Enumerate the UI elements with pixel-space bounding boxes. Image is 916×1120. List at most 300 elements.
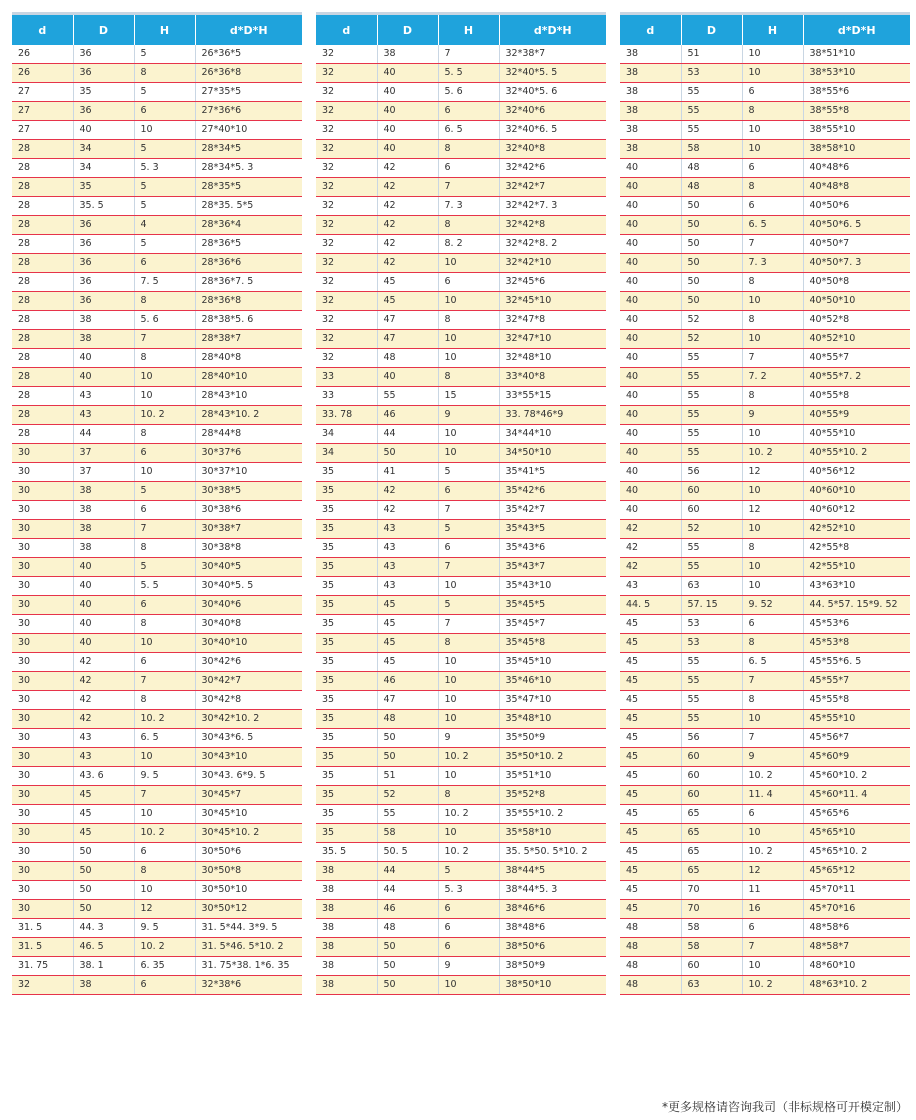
cell-dDH: 33. 78*46*9	[499, 406, 606, 425]
cell-H: 7	[742, 349, 803, 368]
table-row	[620, 691, 910, 710]
cell-d: 27	[12, 102, 73, 121]
cell-H: 6	[742, 805, 803, 824]
cell-dDH: 34*50*10	[499, 444, 606, 463]
cell-d: 26	[12, 64, 73, 83]
cell-H: 10	[438, 767, 499, 786]
cell-dDH: 40*50*8	[803, 273, 910, 292]
cell-D: 50	[681, 254, 742, 273]
cell-dDH: 38*58*10	[803, 140, 910, 159]
cell-H: 6	[742, 197, 803, 216]
cell-d: 30	[12, 900, 73, 919]
cell-d: 38	[316, 900, 377, 919]
cell-H: 5	[438, 520, 499, 539]
table-row	[620, 140, 910, 159]
table-row	[316, 254, 606, 273]
cell-dDH: 40*60*12	[803, 501, 910, 520]
cell-H: 7. 2	[742, 368, 803, 387]
table-row	[316, 634, 606, 653]
cell-d: 31. 75	[12, 957, 73, 976]
table-row	[620, 786, 910, 805]
cell-dDH: 34*44*10	[499, 425, 606, 444]
cell-D: 51	[681, 45, 742, 64]
cell-d: 35	[316, 596, 377, 615]
cell-d: 32	[316, 273, 377, 292]
cell-D: 63	[681, 577, 742, 596]
cell-dDH: 42*52*10	[803, 520, 910, 539]
cell-dDH: 38*55*10	[803, 121, 910, 140]
cell-D: 57. 15	[681, 596, 742, 615]
cell-dDH: 30*45*10	[195, 805, 302, 824]
table-row	[620, 444, 910, 463]
cell-H: 12	[742, 862, 803, 881]
table-row	[620, 843, 910, 862]
cell-H: 12	[742, 501, 803, 520]
table-row	[316, 976, 606, 995]
cell-d: 28	[12, 311, 73, 330]
cell-d: 26	[12, 45, 73, 64]
cell-d: 48	[620, 976, 681, 995]
cell-D: 38	[73, 520, 134, 539]
cell-H: 9	[438, 406, 499, 425]
cell-D: 35	[73, 83, 134, 102]
table-row	[620, 83, 910, 102]
table-row	[620, 824, 910, 843]
table-row	[620, 102, 910, 121]
table-row	[12, 273, 302, 292]
cell-d: 32	[316, 235, 377, 254]
table-row	[12, 900, 302, 919]
cell-dDH: 32*47*10	[499, 330, 606, 349]
cell-H: 5. 6	[134, 311, 195, 330]
cell-d: 40	[620, 368, 681, 387]
cell-d: 45	[620, 729, 681, 748]
table-row	[12, 805, 302, 824]
table-row	[620, 748, 910, 767]
table-row	[316, 577, 606, 596]
cell-H: 10	[134, 634, 195, 653]
table-row	[12, 235, 302, 254]
table-row	[316, 786, 606, 805]
cell-dDH: 40*55*7. 2	[803, 368, 910, 387]
cell-d: 32	[316, 197, 377, 216]
cell-D: 52	[377, 786, 438, 805]
table-row	[316, 520, 606, 539]
cell-dDH: 26*36*8	[195, 64, 302, 83]
cell-dDH: 35*45*10	[499, 653, 606, 672]
cell-dDH: 28*36*6	[195, 254, 302, 273]
cell-D: 42	[377, 197, 438, 216]
cell-D: 42	[73, 691, 134, 710]
cell-d: 38	[620, 64, 681, 83]
cell-d: 34	[316, 444, 377, 463]
cell-d: 28	[12, 387, 73, 406]
cell-d: 45	[620, 805, 681, 824]
cell-d: 28	[12, 140, 73, 159]
cell-dDH: 38*44*5. 3	[499, 881, 606, 900]
cell-d: 40	[620, 254, 681, 273]
cell-D: 42	[377, 254, 438, 273]
table-row	[620, 311, 910, 330]
table-row	[620, 767, 910, 786]
cell-H: 10	[438, 292, 499, 311]
cell-D: 44	[73, 425, 134, 444]
cell-D: 43	[377, 577, 438, 596]
cell-D: 55	[681, 406, 742, 425]
cell-H: 10	[742, 330, 803, 349]
cell-D: 40	[73, 349, 134, 368]
cell-d: 32	[316, 311, 377, 330]
cell-D: 45	[377, 596, 438, 615]
table-row	[316, 292, 606, 311]
table-row	[620, 596, 910, 615]
table-row	[12, 311, 302, 330]
cell-d: 48	[620, 919, 681, 938]
cell-D: 58	[377, 824, 438, 843]
cell-H: 5	[134, 178, 195, 197]
table-row	[12, 444, 302, 463]
cell-D: 50	[681, 216, 742, 235]
table-row	[620, 653, 910, 672]
cell-dDH: 32*38*6	[195, 976, 302, 995]
cell-D: 42	[377, 501, 438, 520]
cell-d: 32	[316, 216, 377, 235]
cell-dDH: 40*60*10	[803, 482, 910, 501]
cell-H: 12	[742, 463, 803, 482]
cell-H: 15	[438, 387, 499, 406]
cell-dDH: 45*55*7	[803, 672, 910, 691]
cell-D: 55	[681, 83, 742, 102]
cell-H: 9. 52	[742, 596, 803, 615]
table-row	[620, 539, 910, 558]
cell-H: 8	[742, 691, 803, 710]
cell-dDH: 40*56*12	[803, 463, 910, 482]
cell-d: 28	[12, 235, 73, 254]
cell-dDH: 28*38*7	[195, 330, 302, 349]
cell-dDH: 45*60*9	[803, 748, 910, 767]
cell-D: 65	[681, 824, 742, 843]
cell-d: 35	[316, 634, 377, 653]
cell-d: 28	[12, 330, 73, 349]
cell-dDH: 32*45*10	[499, 292, 606, 311]
cell-D: 45	[73, 786, 134, 805]
cell-H: 12	[134, 900, 195, 919]
cell-H: 10	[438, 653, 499, 672]
table-row	[316, 900, 606, 919]
cell-dDH: 26*36*5	[195, 45, 302, 64]
table-row	[12, 710, 302, 729]
cell-d: 28	[12, 425, 73, 444]
cell-dDH: 28*35*5	[195, 178, 302, 197]
cell-d: 35	[316, 501, 377, 520]
cell-D: 65	[681, 862, 742, 881]
cell-dDH: 40*50*7. 3	[803, 254, 910, 273]
cell-H: 10. 2	[742, 767, 803, 786]
column-header-H: H	[742, 15, 803, 45]
cell-dDH: 30*50*6	[195, 843, 302, 862]
table-row	[12, 425, 302, 444]
cell-d: 40	[620, 216, 681, 235]
cell-d: 30	[12, 615, 73, 634]
cell-dDH: 40*52*10	[803, 330, 910, 349]
cell-H: 5. 5	[438, 64, 499, 83]
cell-D: 58	[681, 919, 742, 938]
table-row	[316, 140, 606, 159]
cell-H: 6	[438, 102, 499, 121]
table-row	[12, 919, 302, 938]
table-row	[12, 501, 302, 520]
cell-dDH: 38*48*6	[499, 919, 606, 938]
cell-H: 10	[134, 387, 195, 406]
table-row	[12, 178, 302, 197]
table-row	[316, 957, 606, 976]
cell-d: 44. 5	[620, 596, 681, 615]
cell-dDH: 30*43. 6*9. 5	[195, 767, 302, 786]
cell-dDH: 35*42*6	[499, 482, 606, 501]
cell-dDH: 45*65*10	[803, 824, 910, 843]
cell-dDH: 30*38*5	[195, 482, 302, 501]
table-row	[316, 482, 606, 501]
cell-d: 40	[620, 311, 681, 330]
table-row	[12, 216, 302, 235]
cell-d: 28	[12, 368, 73, 387]
cell-d: 33	[316, 387, 377, 406]
cell-H: 7	[742, 729, 803, 748]
cell-dDH: 30*50*12	[195, 900, 302, 919]
cell-H: 5. 5	[134, 577, 195, 596]
cell-H: 10	[438, 691, 499, 710]
cell-dDH: 35*41*5	[499, 463, 606, 482]
cell-D: 46	[377, 406, 438, 425]
column-header-D: D	[377, 15, 438, 45]
cell-H: 11. 4	[742, 786, 803, 805]
cell-D: 37	[73, 444, 134, 463]
column-header-dDH: d*D*H	[195, 15, 302, 45]
cell-D: 50	[377, 444, 438, 463]
column-header-D: D	[681, 15, 742, 45]
cell-D: 55	[681, 425, 742, 444]
cell-H: 6	[134, 653, 195, 672]
cell-D: 45	[377, 273, 438, 292]
table-row	[620, 976, 910, 995]
column-header-dDH: d*D*H	[803, 15, 910, 45]
cell-dDH: 30*50*8	[195, 862, 302, 881]
table-row	[12, 330, 302, 349]
cell-D: 37	[73, 463, 134, 482]
table-row	[12, 387, 302, 406]
cell-H: 6	[134, 596, 195, 615]
cell-H: 7	[438, 615, 499, 634]
cell-H: 7	[438, 178, 499, 197]
cell-D: 55	[681, 121, 742, 140]
cell-d: 32	[316, 140, 377, 159]
cell-H: 10	[742, 64, 803, 83]
cell-dDH: 27*36*6	[195, 102, 302, 121]
cell-d: 45	[620, 653, 681, 672]
cell-D: 60	[681, 482, 742, 501]
cell-D: 40	[377, 121, 438, 140]
table-row	[620, 862, 910, 881]
cell-H: 10	[742, 957, 803, 976]
cell-H: 6. 5	[134, 729, 195, 748]
cell-D: 60	[681, 957, 742, 976]
table-row	[316, 919, 606, 938]
cell-H: 10	[134, 121, 195, 140]
cell-D: 55	[681, 653, 742, 672]
table-row	[12, 824, 302, 843]
cell-d: 35	[316, 653, 377, 672]
cell-d: 33	[316, 368, 377, 387]
table-row	[316, 45, 606, 64]
cell-H: 10. 2	[134, 406, 195, 425]
cell-D: 36	[73, 273, 134, 292]
cell-D: 55	[681, 444, 742, 463]
cell-D: 38	[73, 976, 134, 995]
table-row	[12, 254, 302, 273]
cell-d: 28	[12, 159, 73, 178]
cell-d: 35. 5	[316, 843, 377, 862]
cell-d: 40	[620, 197, 681, 216]
table-row	[12, 615, 302, 634]
cell-D: 65	[681, 805, 742, 824]
cell-dDH: 28*36*8	[195, 292, 302, 311]
cell-d: 35	[316, 482, 377, 501]
cell-dDH: 35*55*10. 2	[499, 805, 606, 824]
table-row	[316, 862, 606, 881]
cell-dDH: 35*42*7	[499, 501, 606, 520]
cell-D: 60	[681, 748, 742, 767]
cell-D: 50	[681, 273, 742, 292]
cell-dDH: 48*63*10. 2	[803, 976, 910, 995]
cell-d: 45	[620, 862, 681, 881]
cell-D: 43	[73, 729, 134, 748]
cell-D: 42	[377, 482, 438, 501]
cell-H: 7	[134, 672, 195, 691]
cell-H: 6	[438, 919, 499, 938]
cell-dDH: 42*55*8	[803, 539, 910, 558]
cell-H: 6	[742, 919, 803, 938]
cell-dDH: 28*34*5	[195, 140, 302, 159]
table-row	[12, 140, 302, 159]
table-row	[620, 349, 910, 368]
cell-H: 8	[742, 634, 803, 653]
cell-d: 35	[316, 691, 377, 710]
cell-dDH: 48*58*7	[803, 938, 910, 957]
cell-H: 10. 2	[742, 843, 803, 862]
cell-D: 38	[73, 311, 134, 330]
table-row	[316, 368, 606, 387]
cell-H: 5	[134, 558, 195, 577]
cell-D: 43	[377, 558, 438, 577]
table-row	[316, 311, 606, 330]
cell-dDH: 40*50*10	[803, 292, 910, 311]
cell-D: 42	[377, 216, 438, 235]
cell-dDH: 30*42*10. 2	[195, 710, 302, 729]
table-row	[316, 444, 606, 463]
cell-H: 8	[134, 292, 195, 311]
cell-d: 31. 5	[12, 938, 73, 957]
cell-dDH: 28*38*5. 6	[195, 311, 302, 330]
cell-H: 6. 5	[742, 653, 803, 672]
table-row	[620, 482, 910, 501]
table-row	[620, 387, 910, 406]
table-row	[12, 159, 302, 178]
table-row	[620, 520, 910, 539]
cell-D: 47	[377, 311, 438, 330]
cell-D: 50	[377, 748, 438, 767]
cell-H: 10. 2	[134, 938, 195, 957]
cell-H: 5	[438, 463, 499, 482]
cell-d: 30	[12, 824, 73, 843]
table-row	[316, 729, 606, 748]
cell-H: 10	[438, 425, 499, 444]
cell-D: 65	[681, 843, 742, 862]
cell-D: 44	[377, 425, 438, 444]
cell-D: 38	[73, 539, 134, 558]
cell-d: 30	[12, 786, 73, 805]
table-row	[12, 957, 302, 976]
cell-H: 10	[742, 558, 803, 577]
table-row	[620, 406, 910, 425]
cell-H: 5	[134, 140, 195, 159]
cell-d: 30	[12, 558, 73, 577]
cell-H: 8	[134, 539, 195, 558]
cell-d: 42	[620, 558, 681, 577]
cell-H: 6	[742, 615, 803, 634]
cell-d: 30	[12, 767, 73, 786]
cell-dDH: 31. 5*46. 5*10. 2	[195, 938, 302, 957]
cell-d: 28	[12, 273, 73, 292]
cell-D: 40	[377, 368, 438, 387]
table-row	[12, 672, 302, 691]
cell-D: 60	[681, 786, 742, 805]
cell-H: 10	[438, 710, 499, 729]
cell-H: 10	[742, 292, 803, 311]
cell-H: 6	[134, 102, 195, 121]
footnote: *更多规格请咨询我司（非标规格可开模定制）	[661, 1100, 908, 1114]
cell-dDH: 38*50*6	[499, 938, 606, 957]
cell-H: 7	[438, 501, 499, 520]
cell-dDH: 38*53*10	[803, 64, 910, 83]
cell-H: 10. 2	[742, 976, 803, 995]
cell-dDH: 32*42*7	[499, 178, 606, 197]
cell-dDH: 32*40*6. 5	[499, 121, 606, 140]
cell-dDH: 32*38*7	[499, 45, 606, 64]
cell-H: 7	[134, 330, 195, 349]
cell-H: 10	[438, 824, 499, 843]
cell-D: 53	[681, 634, 742, 653]
column-header-H: H	[438, 15, 499, 45]
table-row	[12, 406, 302, 425]
cell-d: 40	[620, 425, 681, 444]
table-row	[620, 178, 910, 197]
table-row	[316, 425, 606, 444]
cell-H: 10	[438, 577, 499, 596]
cell-d: 40	[620, 501, 681, 520]
table-row	[12, 121, 302, 140]
table-row	[316, 64, 606, 83]
cell-dDH: 31. 5*44. 3*9. 5	[195, 919, 302, 938]
cell-d: 30	[12, 862, 73, 881]
cell-H: 8	[134, 64, 195, 83]
cell-D: 63	[681, 976, 742, 995]
cell-H: 10	[742, 425, 803, 444]
cell-D: 55	[681, 672, 742, 691]
table-row	[12, 349, 302, 368]
table-row	[620, 900, 910, 919]
cell-d: 45	[620, 615, 681, 634]
cell-d: 35	[316, 463, 377, 482]
